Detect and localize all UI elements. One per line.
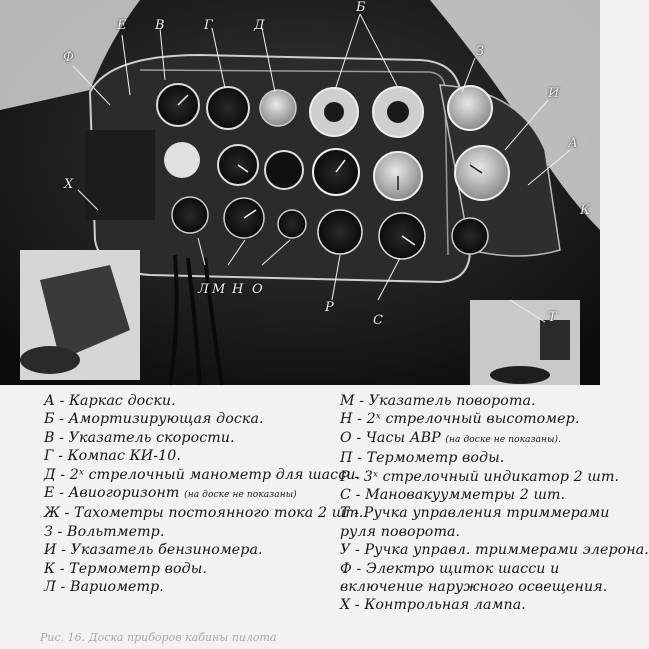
legend-note: (на доске не показаны). — [445, 434, 562, 445]
callout-b: Б — [356, 0, 366, 15]
legend-item: Б - Амортизирующая доска. — [44, 411, 264, 428]
legend-item: Л - Вариометр. — [44, 579, 164, 596]
legend-item: Е - Авиогоризонт (на доске не показаны) — [44, 485, 297, 502]
legend-right-column — [340, 392, 649, 615]
callout-v: В — [155, 18, 165, 33]
legend-item: Г - Компас КИ-10. — [44, 448, 181, 465]
callout-i: И — [548, 86, 560, 101]
legend-item: С - Мановакуумметры 2 шт. — [340, 487, 566, 504]
legend-item: Р - 3ˣ стрелочный индикатор 2 шт. — [340, 468, 620, 485]
legend-item: руля поворота. — [340, 523, 461, 540]
legend-item: М - Указатель поворота. — [340, 393, 536, 409]
callout-s: С — [373, 313, 383, 328]
legend-item: П - Термометр воды. — [340, 450, 505, 467]
legend-item: В - Указатель скорости. — [44, 429, 235, 446]
legend-item: Х - Контрольная лампа. — [340, 597, 526, 614]
callout-g: Г — [204, 18, 213, 33]
callout-f: Ф — [63, 50, 74, 65]
callout-o: О — [252, 282, 263, 297]
legend-item: Т - Ручка управления триммерами — [340, 505, 610, 522]
callout-t: Т — [548, 310, 557, 325]
legend-item: И - Указатель бензиномера. — [44, 542, 263, 559]
legend-item: Д - 2ˣ стрелочный манометр для шасси. — [44, 466, 361, 483]
legend-item: К - Термометр воды. — [44, 560, 207, 577]
callout-d: Д — [254, 18, 265, 33]
legend-item: Ж - Тахометры постоянного тока 2 шт. — [44, 505, 364, 522]
legend-item: Ф - Электро щиток шасси и — [340, 560, 560, 577]
callout-z: З — [476, 44, 485, 59]
legend-item: З - Вольтметр. — [44, 523, 165, 540]
legend-item: Н - 2ˣ стрелочный высотомер. — [340, 411, 580, 428]
legend-note: (на доске не показаны) — [184, 490, 297, 501]
callout-a: А — [568, 136, 578, 151]
legend-left-column — [44, 392, 363, 596]
figure-caption: Рис. 16. Доска приборов кабины пилота — [40, 631, 277, 644]
legend-item: У - Ручка управл. триммерами элерона. — [340, 542, 649, 559]
callout-m: М — [212, 282, 226, 297]
legend-item: О - Часы АВР (на доске не показаны). — [340, 429, 562, 446]
callout-k: К — [580, 203, 591, 218]
legend-item: включение наружного освещения. — [340, 579, 608, 596]
callout-n: Н — [232, 282, 244, 297]
callout-kh: Х — [64, 177, 74, 192]
callout-r: Р — [325, 300, 334, 315]
callout-l: Л — [198, 282, 209, 297]
legend-item: А - Каркас доски. — [44, 393, 176, 409]
callout-e: Е — [117, 18, 127, 33]
